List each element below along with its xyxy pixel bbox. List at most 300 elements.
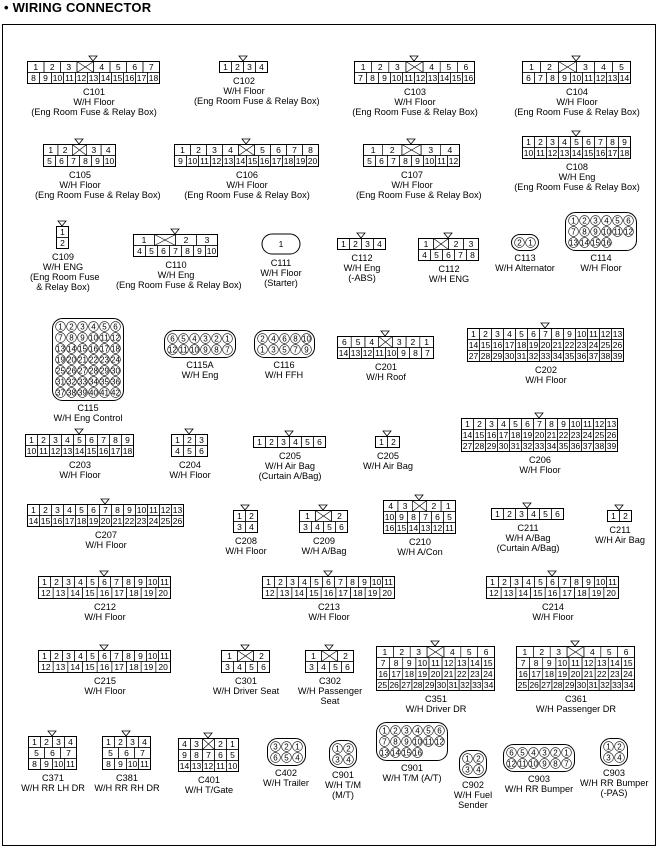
pin-number: 14 <box>70 662 80 672</box>
pin-diagram <box>299 504 349 537</box>
pin-number: 5 <box>90 577 95 587</box>
pin-number: 39 <box>606 441 617 451</box>
connector-description: W/H Passenger DR <box>535 703 617 714</box>
pin-number: 13 <box>612 329 623 339</box>
pin-diagram <box>375 430 401 452</box>
pin-number: 12 <box>160 505 171 515</box>
pin-number: 1 <box>379 437 384 447</box>
pin-number: 5 <box>619 62 624 72</box>
pin-number: 3 <box>225 662 230 672</box>
pin-diagram <box>354 55 476 88</box>
pin-number: 13 <box>55 662 66 672</box>
pin-number: 10 <box>53 759 64 769</box>
connector-c108 <box>512 130 642 193</box>
connector-description: W/H Floor <box>308 611 350 622</box>
connector-id: C203 <box>69 459 91 470</box>
pin-number: 13 <box>503 588 514 598</box>
pin-diagram <box>171 428 209 461</box>
pin-number: 13 <box>420 523 431 533</box>
pin-number: 22 <box>124 516 135 526</box>
pin-number: 3 <box>542 748 547 758</box>
pin-number: 8 <box>550 73 555 83</box>
pin-number: 12 <box>448 156 459 166</box>
pin-number: 10 <box>413 737 422 747</box>
page-title: • WIRING CONNECTOR <box>4 0 152 15</box>
pin-diagram <box>458 750 488 781</box>
pin-number: 4 <box>589 647 595 657</box>
pin-number: 21 <box>78 355 87 365</box>
pin-number: 3 <box>556 647 562 657</box>
pin-number: 8 <box>350 577 355 587</box>
pin-number: 10 <box>391 73 402 83</box>
connector-description: W/H Alternator <box>495 262 555 273</box>
connector-description: W/H FFH <box>264 369 304 380</box>
pin-number: 10 <box>424 156 435 166</box>
pin-number: 8 <box>370 73 375 83</box>
connector-description: W/H Eng <box>558 171 596 182</box>
pin-diagram <box>376 640 496 695</box>
pin-number: 7 <box>292 145 297 155</box>
pin-number: 3 <box>199 435 204 445</box>
pin-number: 13 <box>172 505 183 515</box>
pin-number: 12 <box>203 761 214 771</box>
pin-number: 11 <box>583 419 592 429</box>
pin-number: 1 <box>141 235 147 245</box>
pin-number: 9 <box>118 759 123 769</box>
pin-number: 9 <box>399 512 404 522</box>
connector-id: C205 <box>377 450 399 461</box>
connector-description: W/H A/Bag <box>505 532 551 543</box>
connector-c371 <box>18 730 88 794</box>
pin-number: 4 <box>531 748 536 758</box>
pin-number: 39 <box>78 388 87 398</box>
pin-number: 26 <box>67 366 76 376</box>
pin-number: 32 <box>522 441 533 451</box>
connector-id: C105 <box>69 169 91 180</box>
pin-number: 1 <box>305 511 310 521</box>
pin-number: 10 <box>26 446 37 456</box>
pin-number: 11 <box>584 73 593 83</box>
pin-number: 18 <box>76 516 87 526</box>
pin-number: 13 <box>607 73 618 83</box>
pin-number: 4 <box>377 239 382 249</box>
connector-description: W/H Eng <box>157 269 195 280</box>
pin-number: 7 <box>520 658 526 668</box>
pin-number: 20 <box>570 669 581 679</box>
connector-id: C115 <box>77 402 99 413</box>
connector-c901-mt <box>318 740 368 801</box>
pin-number: 28 <box>553 680 563 690</box>
pin-number: 3 <box>53 435 58 445</box>
connector-c102 <box>194 55 320 107</box>
pin-number: 17 <box>562 588 572 598</box>
pin-number: 7 <box>101 435 106 445</box>
pin-number: 12 <box>211 156 222 166</box>
pin-number: 11 <box>589 329 598 339</box>
pin-diagram <box>27 55 161 88</box>
pin-number: 14 <box>294 588 304 598</box>
pin-number: 2 <box>393 726 398 736</box>
pin-number: 7 <box>225 345 230 355</box>
pin-number: 11 <box>39 446 48 456</box>
pin-number: 30 <box>576 680 587 690</box>
pin-number: 4 <box>369 337 375 347</box>
pin-number: 6 <box>281 334 287 344</box>
pin-number: 38 <box>67 388 76 398</box>
pin-number: 4 <box>321 662 326 672</box>
connector-c205-airbag <box>356 430 420 472</box>
pin-number: 2 <box>62 145 68 155</box>
pin-number: 29 <box>486 441 497 451</box>
pin-number: 3 <box>194 739 199 749</box>
pin-number: 5 <box>520 748 525 758</box>
pin-number: 9 <box>80 333 85 343</box>
pin-number: 5 <box>77 435 82 445</box>
pin-number: 2 <box>617 742 622 752</box>
pin-number: 17 <box>504 340 515 350</box>
pin-number: 3 <box>55 505 60 515</box>
pin-number: 10 <box>89 333 98 343</box>
pin-number: 16 <box>602 238 611 248</box>
pin-number: 6 <box>586 137 591 147</box>
connector-c202 <box>450 322 642 386</box>
pin-number: 12 <box>600 329 611 339</box>
connector-c207 <box>18 498 194 551</box>
pin-number: 1 <box>370 145 376 155</box>
pin-diagram <box>491 502 565 524</box>
pin-diagram <box>383 494 457 538</box>
pin-diagram <box>467 322 625 366</box>
pin-number: 31 <box>510 441 521 451</box>
pin-diagram <box>260 232 302 259</box>
connector-description: W/H Air Bag <box>594 534 646 545</box>
pin-number: 5 <box>47 156 52 166</box>
pin-number: 9 <box>562 73 567 83</box>
connector-id: C302 <box>319 675 341 686</box>
connector-description: (M/T) <box>332 789 354 800</box>
pin-number: 12 <box>168 345 177 355</box>
pin-diagram <box>486 570 620 603</box>
pin-number: 7 <box>380 658 386 668</box>
pin-number: 10 <box>147 651 158 661</box>
pin-number: 35 <box>100 377 109 387</box>
pin-number: 7 <box>114 651 119 661</box>
pin-number: 6 <box>50 748 55 758</box>
pin-number: 21 <box>583 669 594 679</box>
pin-number: 10 <box>227 761 238 771</box>
pin-number: 8 <box>126 651 131 661</box>
pin-number: 5 <box>34 748 39 758</box>
pin-number: 1 <box>529 62 534 72</box>
pin-number: 1 <box>257 437 262 447</box>
connector-c112-eng <box>409 232 489 285</box>
pin-number: 15 <box>480 340 491 350</box>
pin-number: 1 <box>60 227 65 237</box>
pin-number: 8 <box>574 577 579 587</box>
pin-number: 2 <box>259 651 264 661</box>
pin-number: 2 <box>69 322 74 332</box>
pin-number: 19 <box>522 430 533 440</box>
pin-number: 20 <box>606 588 616 598</box>
pin-number: 10 <box>557 658 568 668</box>
pin-number: 11 <box>518 759 527 769</box>
pin-number: 7 <box>382 737 387 747</box>
connector-description: (Eng Room Fuse & Relay Box) <box>352 106 478 117</box>
pin-number: 2 <box>391 437 396 447</box>
pin-number: 1 <box>225 334 230 344</box>
connector-description: (Eng Room Fuse & Relay Box) <box>31 106 157 117</box>
pin-number: 8 <box>393 658 399 668</box>
pin-number: 26 <box>389 680 399 690</box>
pin-number: 1 <box>606 742 611 752</box>
connector-description: W/H Floor <box>73 96 115 107</box>
pin-number: 1 <box>526 137 531 147</box>
pin-number: 5 <box>447 512 452 522</box>
pin-diagram <box>418 232 480 265</box>
pin-diagram <box>262 570 396 603</box>
pin-number: 24 <box>623 669 633 679</box>
pin-number: 12 <box>595 73 606 83</box>
pin-number: 6 <box>59 156 64 166</box>
pin-number: 19 <box>367 588 378 598</box>
pin-number: 29 <box>492 351 503 361</box>
pin-diagram <box>38 570 172 603</box>
connector-description: W/H Floor <box>223 85 265 96</box>
pin-number: 23 <box>570 430 581 440</box>
pin-number: 3 <box>519 509 524 519</box>
pin-number: 13 <box>559 148 570 158</box>
pin-number: 13 <box>596 658 607 668</box>
pin-number: 3 <box>428 145 434 155</box>
pin-number: 11 <box>216 761 225 771</box>
pin-number: 26 <box>172 516 183 526</box>
pin-number: 11 <box>431 658 440 668</box>
connector-id: C104 <box>566 86 588 97</box>
pin-number: 26 <box>612 340 623 350</box>
connector-id: C112 <box>351 252 373 263</box>
connector-description: W/H RR LH DR <box>21 782 85 793</box>
pin-number: 11 <box>613 227 622 237</box>
pin-number: 17 <box>110 446 121 456</box>
pin-number: 4 <box>270 334 276 344</box>
pin-diagram <box>25 428 135 461</box>
pin-number: 4 <box>422 250 427 260</box>
pin-number: 25 <box>600 340 611 350</box>
pin-number: 20 <box>307 156 318 166</box>
connector-description: W/H Floor <box>394 96 436 107</box>
pin-diagram <box>266 738 307 769</box>
pin-number: 8 <box>106 759 111 769</box>
pin-number: 5 <box>115 62 121 72</box>
pin-number: 6 <box>113 322 118 332</box>
connector-c402 <box>260 738 312 789</box>
pin-number: 8 <box>555 329 560 339</box>
pin-number: 37 <box>582 441 593 451</box>
connector-description: W/H T/Gate <box>184 784 234 795</box>
pin-number: 31 <box>56 377 65 387</box>
connector-description: W/H Air Bag <box>264 460 316 471</box>
pin-number: 20 <box>158 588 168 598</box>
pin-number: 7 <box>103 505 108 515</box>
pin-number: 1 <box>180 145 185 155</box>
pin-number: 11 <box>424 737 433 747</box>
pin-number: 4 <box>501 419 506 429</box>
pin-number: 15 <box>533 588 543 598</box>
pin-number: 17 <box>607 148 618 158</box>
pin-number: 1 <box>227 651 232 661</box>
connector-id: C111 <box>270 257 292 268</box>
pin-number: 16 <box>89 344 98 354</box>
pin-number: 4 <box>507 329 512 339</box>
connector-description: (Starter) <box>264 277 298 288</box>
pin-number: 15 <box>40 516 51 526</box>
pin-number: 2 <box>399 647 405 657</box>
pin-number: 25 <box>517 680 528 690</box>
pin-number: 3 <box>237 522 242 532</box>
pin-number: 3 <box>66 577 71 587</box>
pin-number: 12 <box>547 148 558 158</box>
pin-diagram <box>233 504 259 537</box>
pin-number: 22 <box>596 669 607 679</box>
pin-number: 5 <box>181 334 186 344</box>
connector-description: W/H ENG <box>42 261 84 272</box>
pin-number: 17 <box>391 669 401 679</box>
pin-number: 16 <box>492 340 503 350</box>
pin-number: 1 <box>490 577 495 587</box>
pin-number: 14 <box>610 658 620 668</box>
pin-diagram <box>163 330 237 361</box>
pin-number: 2 <box>346 744 351 754</box>
pin-number: 9 <box>362 577 367 587</box>
pin-number: 18 <box>283 156 294 166</box>
pin-number: 6 <box>326 577 331 587</box>
pin-number: 7 <box>391 156 396 166</box>
pin-number: 9 <box>561 419 566 429</box>
pin-number: 20 <box>382 588 392 598</box>
pin-number: 6 <box>272 753 278 763</box>
pin-number: 2 <box>389 145 395 155</box>
pin-number: 13 <box>55 588 66 598</box>
pin-number: 18 <box>544 669 555 679</box>
pin-diagram <box>38 644 172 677</box>
pin-number: 13 <box>191 761 202 771</box>
connector-c111 <box>252 232 310 289</box>
pin-number: 17 <box>498 430 509 440</box>
connector-c105 <box>35 138 161 201</box>
pin-number: 4 <box>67 505 72 515</box>
connector-description: W/H Floor <box>260 267 302 278</box>
pin-number: 1 <box>465 754 470 764</box>
connector-description: W/H Fuel <box>453 789 493 800</box>
connector-c210 <box>374 494 466 558</box>
connector-id: C381 <box>116 772 138 783</box>
pin-number: 2 <box>187 435 192 445</box>
pin-number: 29 <box>564 680 575 690</box>
pin-number: 2 <box>539 647 545 657</box>
pin-number: 3 <box>130 737 135 747</box>
pin-number: 1 <box>294 742 300 752</box>
pin-number: 14 <box>439 73 450 83</box>
pin-number: 16 <box>463 73 474 83</box>
pin-number: 4 <box>415 726 420 736</box>
pin-number: 10 <box>576 329 587 339</box>
pin-number: 19 <box>295 156 306 166</box>
connector-id: C903 <box>603 767 625 778</box>
pin-number: 4 <box>293 437 298 447</box>
connector-description: (Eng Room Fuse & Relay Box) <box>356 189 482 200</box>
pin-number: 2 <box>477 419 482 429</box>
pin-number: 5 <box>519 329 524 339</box>
pin-number: 2 <box>353 239 358 249</box>
pin-number: 9 <box>622 137 627 147</box>
pin-number: 13 <box>606 419 617 429</box>
pin-number: 4 <box>78 577 83 587</box>
pin-diagram <box>510 234 540 254</box>
connector-c211-airbag <box>592 504 648 546</box>
pin-number: 5 <box>102 322 107 332</box>
pin-number: 2 <box>517 238 522 248</box>
pin-number: 1 <box>29 435 34 445</box>
pin-number: 2 <box>249 511 254 521</box>
pin-number: 11 <box>140 759 149 769</box>
pin-number: 14 <box>619 73 630 83</box>
pin-number: 2 <box>502 577 507 587</box>
pin-diagram <box>253 330 316 361</box>
pin-number: 10 <box>190 345 199 355</box>
connector-c115 <box>14 318 162 424</box>
connector-id: C215 <box>94 675 116 686</box>
pin-number: 10 <box>386 348 397 358</box>
connector-c109 <box>30 220 100 293</box>
connector-id: C206 <box>529 454 551 465</box>
connector-c203 <box>18 428 142 481</box>
pin-number: 4 <box>78 651 83 661</box>
pin-number: 1 <box>31 505 36 515</box>
pin-number: 2 <box>196 145 201 155</box>
pin-number: 10 <box>136 505 147 515</box>
pin-number: 2 <box>283 742 289 752</box>
pin-number: 3 <box>396 337 402 347</box>
connector-c301 <box>206 644 286 697</box>
pin-diagram <box>607 504 633 526</box>
pin-number: 8 <box>113 435 118 445</box>
pin-number: 14 <box>28 516 39 526</box>
pin-number: 17 <box>114 588 124 598</box>
pin-number: 24 <box>483 669 493 679</box>
pin-number: 16 <box>595 148 606 158</box>
pin-number: 11 <box>65 73 74 83</box>
pin-number: 15 <box>309 588 319 598</box>
pin-number: 15 <box>85 588 95 598</box>
pin-number: 14 <box>74 446 85 456</box>
pin-number: 28 <box>480 351 491 361</box>
pin-number: 21 <box>546 430 557 440</box>
connector-c215 <box>22 644 188 697</box>
pin-number: 15 <box>483 658 493 668</box>
pin-number: 3 <box>309 662 314 672</box>
pin-number: 2 <box>507 509 512 519</box>
pin-number: 1 <box>32 737 37 747</box>
pin-number: 7 <box>206 750 211 760</box>
pin-number: 2 <box>259 334 265 344</box>
pin-number: 1 <box>58 322 63 332</box>
pin-number: 9 <box>586 577 591 587</box>
pin-number: 6 <box>437 726 442 736</box>
pin-number: 7 <box>458 250 463 260</box>
connector-description: W/H A/Bag <box>301 545 347 556</box>
connector-id: C114 <box>590 252 612 263</box>
pin-number: 25 <box>377 680 388 690</box>
